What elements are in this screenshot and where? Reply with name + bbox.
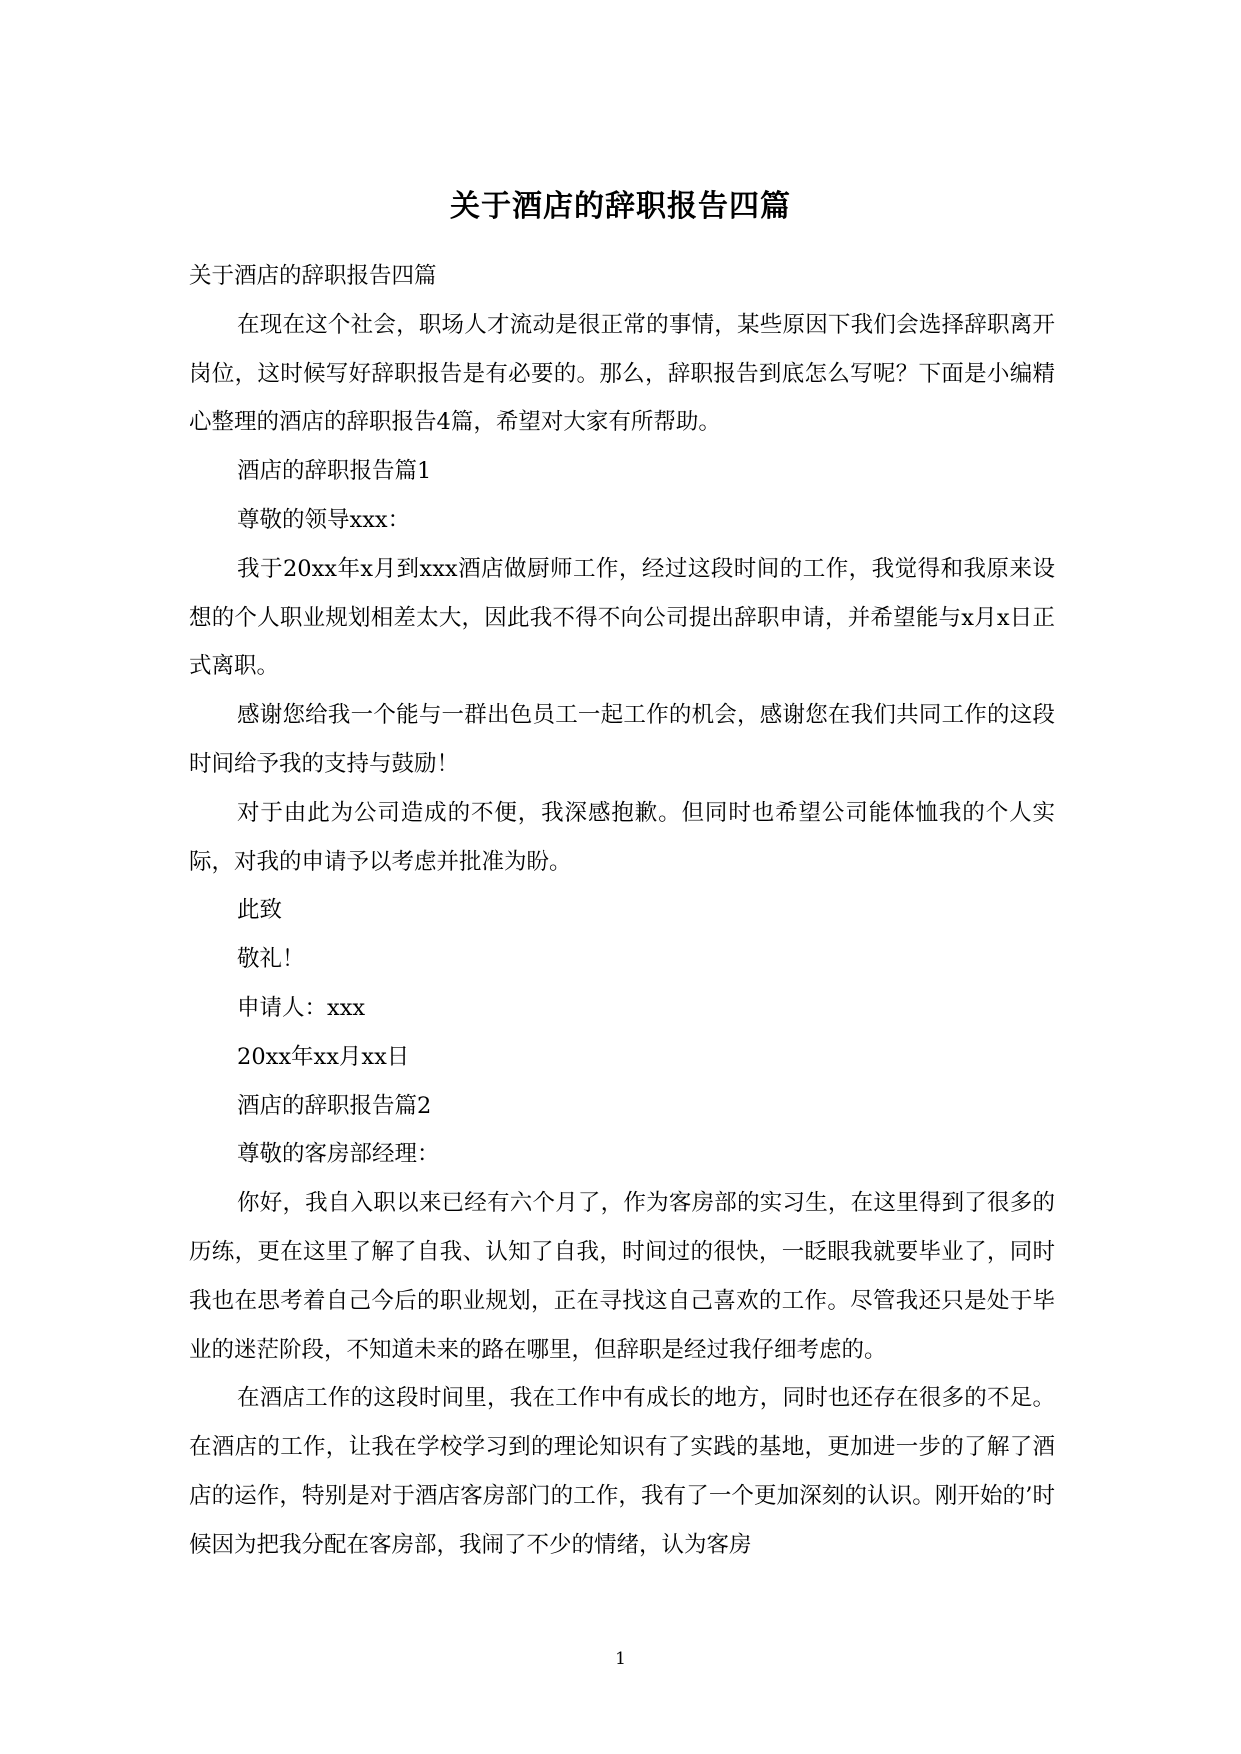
subtitle-line: 关于酒店的辞职报告四篇: [189, 263, 437, 289]
section-heading-1: 酒店的辞职报告篇1: [237, 458, 432, 485]
section-heading-2: 酒店的辞职报告篇2: [237, 1092, 432, 1119]
page-number: 1: [615, 1649, 626, 1669]
body-paragraph: 我于20xx年x月到xxx酒店做厨师工作，经过这段时间的工作，我觉得和我原来设想的个人职业规划相差太大，因此我不得不向公司提出辞职申请，并希望能与x月x日正式离职。: [189, 555, 1055, 680]
closing-line: 此致: [237, 897, 283, 924]
intro-paragraph: 在现在这个社会，职场人才流动是很正常的事情，某些原因下我们会选择辞职离开岗位，这时候写好辞职报告是有必要的。那么，辞职报告到底怎么写呢？下面是小编精心整理的酒店的辞职报告4篇，希望对大家有所帮助。: [189, 311, 1055, 436]
applicant-line: 申请人：xxx: [237, 994, 366, 1021]
document-body: [189, 252, 1055, 1570]
body-paragraph: 你好，我自入职以来已经有六个月了，作为客房部的实习生，在这里得到了很多的历练，更在这里了解了自我、认知了自我，时间过的很快，一眨眼我就要毕业了，同时我也在思考着自己今后的职业规划，正在寻找这自己喜欢的工作。尽管我还只是处于毕业的迷茫阶段，不知道未来的路在哪里，但辞职是经过我仔细考虑的。: [189, 1190, 1055, 1363]
salutation-1: 尊敬的领导xxx：: [237, 506, 411, 533]
salutation-2: 尊敬的客房部经理：: [237, 1141, 440, 1168]
document-title: 关于酒店的辞职报告四篇: [450, 189, 791, 224]
body-paragraph: 对于由此为公司造成的不便，我深感抱歉。但同时也希望公司能体恤我的个人实际，对我的申请予以考虑并批准为盼。: [189, 799, 1055, 875]
body-paragraph: 感谢您给我一个能与一群出色员工一起工作的机会，感谢您在我们共同工作的这段时间给予我的支持与鼓励！: [189, 702, 1055, 777]
date-line: 20xx年xx月xx日: [237, 1043, 410, 1070]
closing-line: 敬礼！: [237, 946, 305, 973]
body-paragraph: 在酒店工作的这段时间里，我在工作中有成长的地方，同时也还存在很多的不足。在酒店的工作，让我在学校学习到的理论知识有了实践的基地，更加进一步的了解了酒店的运作，特别是对于酒店客房部门的工作，我有了一个更加深刻的认识。刚开始的’时候因为把我分配在客房部，我闹了不少的情绪，认为客房: [189, 1385, 1055, 1558]
